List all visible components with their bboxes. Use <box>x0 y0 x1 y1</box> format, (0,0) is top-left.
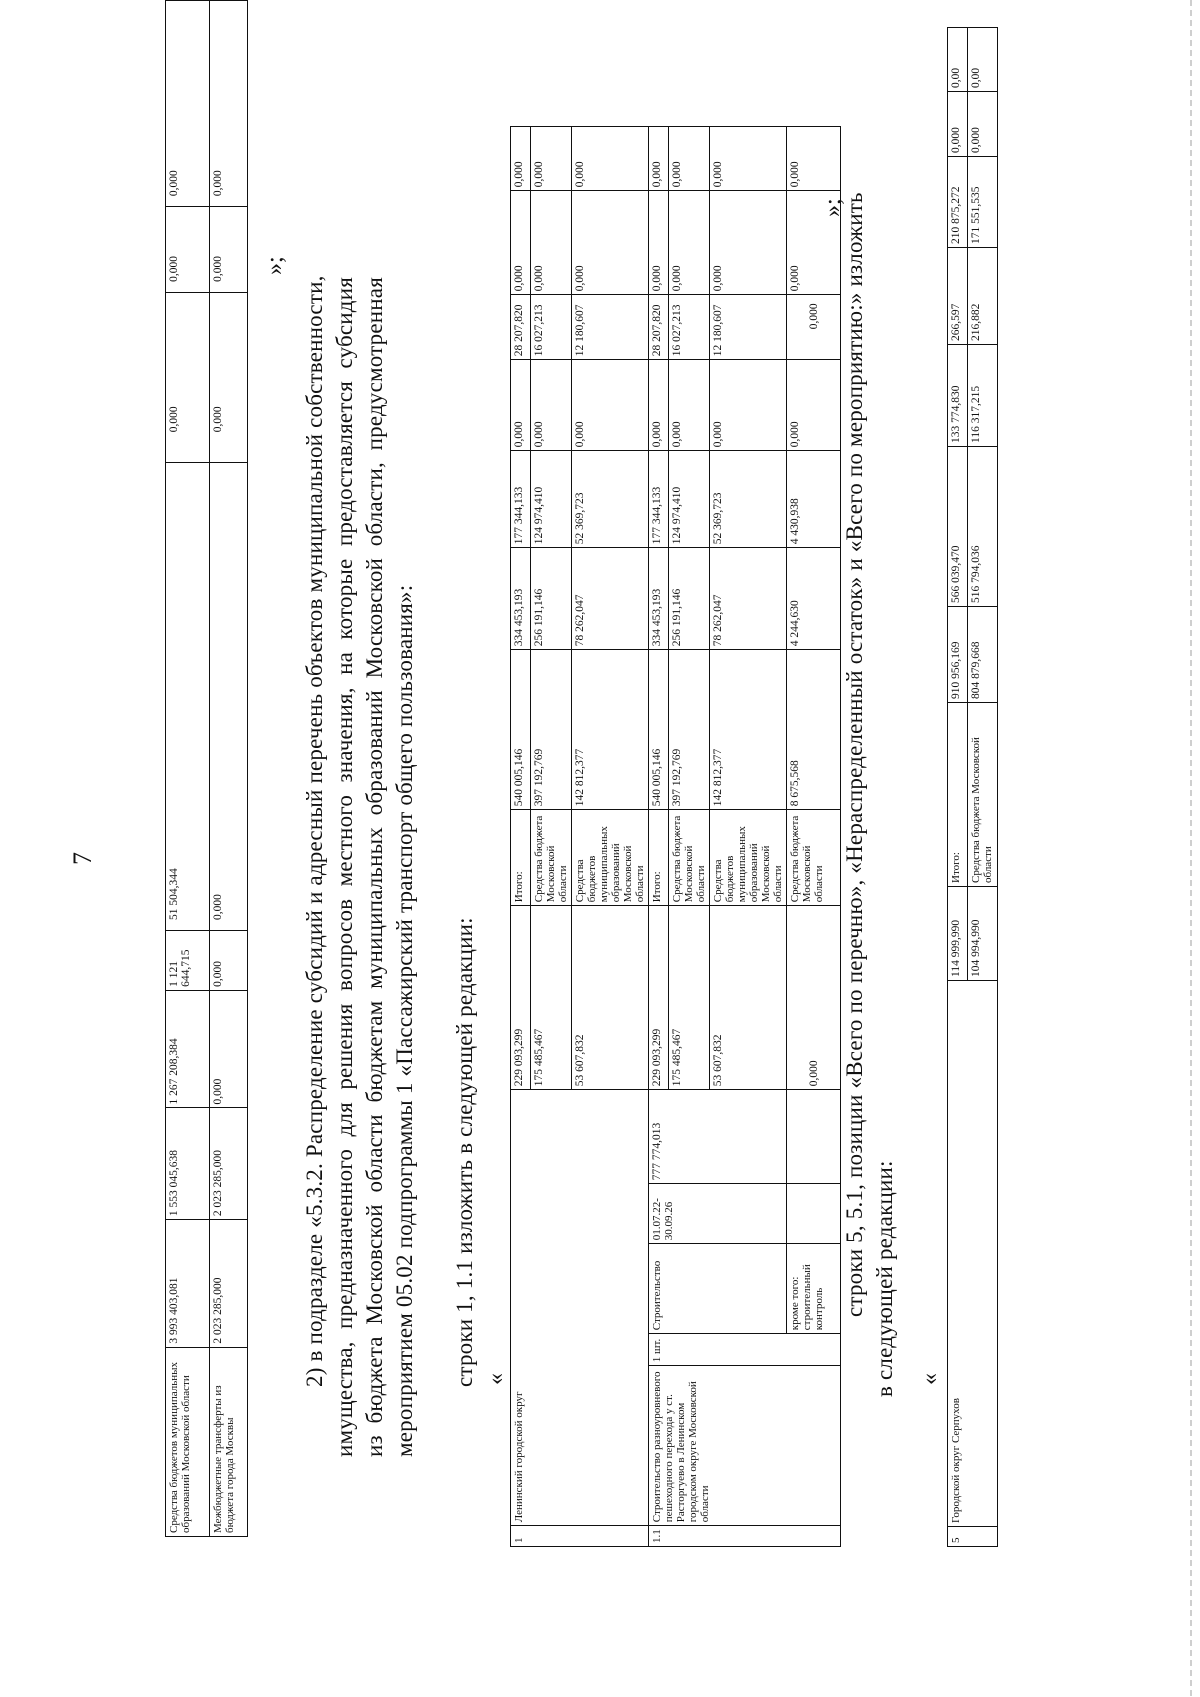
municipality-name: Ленинский городской округ <box>511 1090 649 1526</box>
top-cell: 1 553 045,638 <box>166 1108 210 1220</box>
mid-cell: 124 974,410 <box>669 451 710 548</box>
extra-note: кроме того: строительный контроль <box>787 1244 841 1334</box>
work-type: Строительство <box>649 1244 787 1334</box>
mid-cell: 0,000 <box>511 360 531 451</box>
top-cell: 1 267 208,384 <box>166 990 210 1108</box>
table-row <box>649 127 669 1547</box>
top-cell: 0,000 <box>210 292 248 462</box>
mid-cell: 0,000 <box>669 191 710 295</box>
page-number: 7 <box>68 852 97 865</box>
mid-cell: 4 244,630 <box>787 548 841 650</box>
top-cell: 0,000 <box>166 207 210 293</box>
mid-cell: 540 005,146 <box>649 650 669 810</box>
paragraph-line: 2) в подразделе «5.3.2. Распределение субсидий и адресный перечень объектов муниципальной собственности, <box>302 275 327 1387</box>
mid-cell: 8 675,568 <box>787 650 841 810</box>
mid-cell: 16 027,213 <box>669 295 710 360</box>
funding-source: Итого: <box>649 810 669 906</box>
mid-cell: 0,000 <box>649 191 669 295</box>
opening-quote: « <box>483 1373 509 1385</box>
row-number: 5 <box>948 1527 998 1547</box>
mid-cell: 12 180,607 <box>710 295 787 360</box>
mid-cell: 0,000 <box>710 191 787 295</box>
mid-cell: 397 192,769 <box>531 650 572 810</box>
bottom-cell: 216,882 <box>968 248 998 345</box>
mid-cell: 229 093,299 <box>511 906 531 1090</box>
mid-cell: 28 207,820 <box>649 295 669 360</box>
bottom-cell: 114 999,990 <box>948 887 968 981</box>
mid-cell: 0,000 <box>787 906 841 1090</box>
opening-quote: « <box>917 1373 943 1385</box>
mid-cell: 124 974,410 <box>531 451 572 548</box>
mid-cell: 0,000 <box>787 295 841 360</box>
mid-cell: 0,000 <box>531 191 572 295</box>
top-cell: 0,000 <box>210 1 248 207</box>
mid-cell: 78 262,047 <box>710 548 787 650</box>
mid-cell: 0,000 <box>649 360 669 451</box>
paragraph-line: в следующей редакции: <box>872 1160 897 1397</box>
bottom-cell: 104 994,990 <box>968 887 998 981</box>
bottom-cell: 116 317,215 <box>968 345 998 447</box>
top-cell: 2 023 285,000 <box>210 1220 248 1348</box>
dates: 01.07.22-30.09.26 <box>649 1184 787 1244</box>
bottom-cell: 266,597 <box>948 248 968 345</box>
mid-cell: 0,000 <box>669 360 710 451</box>
bottom-cell: 910 956,169 <box>948 607 968 703</box>
top-cell: 0,000 <box>210 207 248 293</box>
funding-source: Средства бюджетов муниципальных образований Московской области <box>710 810 787 906</box>
paragraph-rows-5 <box>840 192 900 1397</box>
mid-cell: 0,000 <box>669 127 710 191</box>
closing-quote: »; <box>262 256 288 275</box>
top-cell: 51 504,344 <box>166 463 210 931</box>
row-number: 1 <box>511 1526 649 1547</box>
mid-cell: 4 430,938 <box>787 451 841 548</box>
top-cell-label: Средства бюджетов муниципальных образований Московской области <box>166 1347 210 1536</box>
mid-cell: 142 812,377 <box>710 650 787 810</box>
mid-cell: 334 453,193 <box>649 548 669 650</box>
top-cell: 0,000 <box>166 1 210 207</box>
bottom-cell: 0,000 <box>968 92 998 157</box>
closing-quote: »; <box>820 198 846 217</box>
mid-cell: 229 093,299 <box>649 906 669 1090</box>
mid-cell: 0,000 <box>572 127 649 191</box>
top-cell: 2 023 285,000 <box>210 1108 248 1220</box>
bottom-cell: 171 551,535 <box>968 157 998 248</box>
municipality-name: Городской округ Серпухов <box>948 981 998 1527</box>
mid-cell: 0,000 <box>787 360 841 451</box>
funding-source: Средства бюджетов муниципальных образований Московской области <box>572 810 649 906</box>
table-row <box>210 1 248 1537</box>
bottom-table <box>947 27 998 1547</box>
mid-cell: 177 344,133 <box>511 451 531 548</box>
funding-source: Итого: <box>948 703 968 887</box>
mid-table <box>510 126 841 1547</box>
mid-cell: 16 027,213 <box>531 295 572 360</box>
mid-cell: 0,000 <box>572 191 649 295</box>
funding-source: Средства бюджета Московской области <box>531 810 572 906</box>
bottom-cell: 210 875,272 <box>948 157 968 248</box>
funding-source: Средства бюджета Московской области <box>787 810 841 906</box>
mid-cell: 0,000 <box>511 191 531 295</box>
bottom-cell: 516 794,036 <box>968 447 998 607</box>
mid-cell: 0,000 <box>710 360 787 451</box>
mid-cell: 53 607,832 <box>572 906 649 1090</box>
mid-cell: 334 453,193 <box>511 548 531 650</box>
mid-cell: 0,000 <box>531 360 572 451</box>
mid-cell: 397 192,769 <box>669 650 710 810</box>
paragraph-rows-1: строки 1, 1.1 изложить в следующей редакции: <box>452 917 477 1387</box>
mid-cell: 0,000 <box>531 127 572 191</box>
mid-cell: 28 207,820 <box>511 295 531 360</box>
funding-source: Средства бюджета Московской области <box>669 810 710 906</box>
mid-cell: 12 180,607 <box>572 295 649 360</box>
bottom-cell: 566 039,470 <box>948 447 968 607</box>
top-cell: 0,000 <box>210 463 248 931</box>
funding-source: Средства бюджета Московской области <box>968 703 998 887</box>
mid-cell: 0,000 <box>572 360 649 451</box>
mid-cell: 540 005,146 <box>511 650 531 810</box>
mid-cell: 256 191,146 <box>531 548 572 650</box>
mid-cell: 142 812,377 <box>572 650 649 810</box>
table-row <box>166 1 210 1537</box>
object-name: Строительство разноуровневого пешеходного перехода у ст. Расторгуево в Ленинском городском округе Московской области <box>649 1366 841 1526</box>
paragraph-line: строки 5, 5.1, позиции «Всего по перечню», «Нераспределенный остаток» и «Всего по мероприятию:» изложить <box>842 192 867 1317</box>
top-cell: 0,000 <box>210 990 248 1108</box>
paragraph-line: имущества, предназначенного для решения вопросов местного значения, на которые предоставляется субсидия <box>332 277 357 1457</box>
unit: 1 шт. <box>649 1334 841 1366</box>
bottom-cell: 0,00 <box>948 28 968 92</box>
mid-cell: 0,000 <box>787 191 841 295</box>
mid-cell: 175 485,467 <box>531 906 572 1090</box>
scan-edge <box>1190 0 1192 1697</box>
top-table <box>165 0 248 1537</box>
bottom-cell: 804 879,668 <box>968 607 998 703</box>
bottom-cell: 133 774,830 <box>948 345 968 447</box>
bottom-cell: 0,00 <box>968 28 998 92</box>
mid-cell: 0,000 <box>649 127 669 191</box>
table-row <box>511 127 531 1547</box>
top-cell-label: Межбюджетные трансферты из бюджета города Москвы <box>210 1347 248 1536</box>
paragraph-amendment-2 <box>300 277 420 1457</box>
mid-cell: 52 369,723 <box>572 451 649 548</box>
top-cell: 0,000 <box>210 930 248 990</box>
mid-cell: 177 344,133 <box>649 451 669 548</box>
row-number: 1.1 <box>649 1526 841 1547</box>
top-cell: 3 993 403,081 <box>166 1220 210 1348</box>
mid-cell: 78 262,047 <box>572 548 649 650</box>
top-cell: 1 121 644,715 <box>166 930 210 990</box>
mid-cell: 0,000 <box>511 127 531 191</box>
top-cell: 0,000 <box>166 292 210 462</box>
mid-cell: 256 191,146 <box>669 548 710 650</box>
paragraph-line: из бюджета Московской области бюджетам муниципальных образований Московской области, предусмотренная <box>362 277 387 1457</box>
table-row <box>787 127 841 1547</box>
mid-cell: 175 485,467 <box>669 906 710 1090</box>
mid-cell: 53 607,832 <box>710 906 787 1090</box>
cost: 777 774,013 <box>649 1090 787 1184</box>
bottom-cell: 0,000 <box>948 92 968 157</box>
mid-cell: 0,000 <box>710 127 787 191</box>
paragraph-line: мероприятием 05.02 подпрограммы 1 «Пассажирский транспорт общего пользования»: <box>392 584 417 1457</box>
funding-source: Итого: <box>511 810 531 906</box>
mid-cell: 0,000 <box>787 127 841 191</box>
table-row <box>948 28 968 1547</box>
mid-cell: 52 369,723 <box>710 451 787 548</box>
